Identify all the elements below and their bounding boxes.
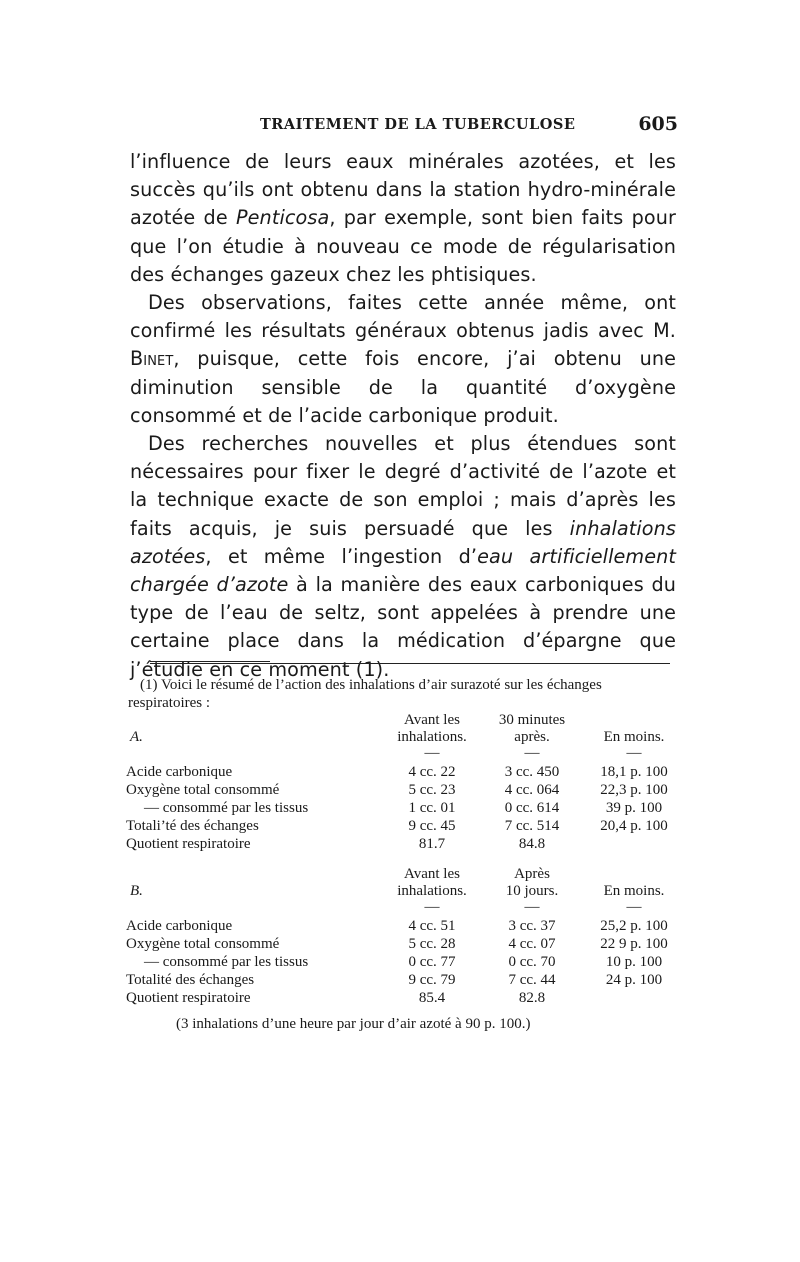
- row-value-before: 85.4: [418, 990, 446, 1006]
- table-a-col3-header: En moins.: [603, 729, 665, 745]
- row-value-diff: 10 p. 100: [605, 954, 663, 970]
- footnote-intro: [128, 676, 676, 712]
- row-value-after: 0 cc. 614: [504, 800, 560, 816]
- footnote-closing: (3 inhalations d’une heure par jour d’air azoté à 90 p. 100.): [176, 1016, 531, 1032]
- row-value-before: 5 cc. 23: [408, 782, 456, 798]
- row-value-after: 4 cc. 07: [508, 936, 556, 952]
- row-value-diff: 25,2 p. 100: [600, 918, 668, 934]
- paragraph-3: [130, 430, 676, 684]
- paragraph-3-italic-2: eau artificiellement chargée d’azote: [130, 544, 676, 597]
- table-a-col3-dash: —: [626, 745, 642, 761]
- table-a-col1-header-line1: Avant les: [404, 712, 460, 728]
- row-value-diff: 22 9 p. 100: [600, 936, 668, 952]
- table-row: [126, 836, 686, 854]
- running-head-title: TRAITEMENT DE LA TUBERCULOSE: [260, 116, 576, 133]
- row-value-before: 4 cc. 22: [408, 764, 456, 780]
- footnote-rule: [150, 663, 670, 664]
- table-a-col1-header-line2: inhalations.: [397, 729, 467, 745]
- row-label: Quotient respiratoire: [126, 990, 251, 1006]
- row-label: Acide carbonique: [126, 918, 233, 934]
- table-b-col2-header: [490, 866, 574, 900]
- paragraph-2-rest: , puisque, cette fois encore, j’ai obtenu une diminution sensible de la quantité d’oxygène consommé et de l’acide carbonique produit.: [130, 347, 676, 427]
- table-row: [126, 990, 686, 1008]
- table-a-label: A.: [130, 729, 143, 745]
- row-value-after: 3 cc. 37: [508, 918, 556, 934]
- row-value-after: 3 cc. 450: [504, 764, 560, 780]
- row-value-before: 81.7: [418, 836, 446, 852]
- table-row: [126, 764, 686, 782]
- table-a: [126, 712, 686, 860]
- table-a-col1-dash: —: [424, 745, 440, 761]
- table-b-col2-dash: —: [524, 899, 540, 915]
- table-row: [126, 918, 686, 936]
- table-b: [126, 866, 686, 1014]
- table-row: [126, 972, 686, 990]
- table-row: [126, 782, 686, 800]
- row-value-before: 4 cc. 51: [408, 918, 456, 934]
- table-b-col2-header-line2: 10 jours.: [505, 883, 559, 899]
- row-value-before: 1 cc. 01: [408, 800, 456, 816]
- table-b-col1-header: [394, 866, 470, 900]
- row-value-after: 7 cc. 514: [504, 818, 560, 834]
- paragraph-2: [130, 289, 676, 430]
- table-a-col2-header-line1: 30 minutes: [498, 712, 566, 728]
- footnote-intro-text: (1) Voici le résumé de l’action des inhalations d’air surazoté sur les échanges respiratoires :: [128, 677, 602, 711]
- row-value-before: 5 cc. 28: [408, 936, 456, 952]
- paragraph-3-mid: , et même l’ingestion d’: [205, 544, 478, 568]
- page-number: 605: [638, 113, 678, 135]
- table-row: [126, 954, 686, 972]
- row-value-after: 7 cc. 44: [508, 972, 556, 988]
- paragraph-2-text: Des observations, faites cette année même, ont confirmé les résultats généraux obtenus jadis avec M.: [130, 291, 676, 343]
- running-head: [130, 113, 678, 138]
- row-value-diff: 18,1 p. 100: [600, 764, 668, 780]
- row-label: Totali’té des échanges: [126, 818, 259, 834]
- table-row: [126, 800, 686, 818]
- table-b-col1-header-line1: Avant les: [404, 866, 460, 882]
- table-b-col1-dash: —: [424, 899, 440, 915]
- row-value-diff: 24 p. 100: [605, 972, 663, 988]
- row-label: Oxygène total consommé: [126, 782, 280, 798]
- paragraph-1-rest: , par exemple, sont bien faits pour que l’on étudie à nouveau ce mode de régularisation des échanges gazeux chez les phtisiques.: [130, 206, 676, 286]
- table-b-label: B.: [130, 883, 143, 899]
- row-value-diff: 20,4 p. 100: [600, 818, 668, 834]
- table-b-col2-header-line1: Après: [514, 866, 550, 882]
- row-value-after: 82.8: [518, 990, 546, 1006]
- row-label: — consommé par les tissus: [144, 800, 309, 816]
- table-a-col2-header-line2: après.: [514, 729, 550, 745]
- table-b-col1-header-line2: inhalations.: [397, 883, 467, 899]
- paragraph-3-rest: à la manière des eaux carboniques du type de l’eau de seltz, sont appelées à prendre une certaine place dans la médication d’épargne que j’étudie en ce moment (1).: [130, 573, 677, 681]
- row-value-before: 9 cc. 79: [408, 972, 456, 988]
- table-row: [126, 936, 686, 954]
- table-row: [126, 818, 686, 836]
- paragraph-3-text: Des recherches nouvelles et plus étendues sont nécessaires pour fixer le degré d’activité de l’azote et la technique exacte de son emploi ; mais d’après les faits acquis, je suis persuadé que les: [130, 432, 676, 540]
- row-value-before: 9 cc. 45: [408, 818, 456, 834]
- paragraph-1-text: l’influence de leurs eaux minérales azotées, et les succès qu’ils ont obtenu dans la station hydro-minérale azotée de: [130, 150, 676, 230]
- row-value-after: 4 cc. 064: [504, 782, 560, 798]
- table-b-col3-header: En moins.: [603, 883, 665, 899]
- row-value-diff: 39 p. 100: [605, 800, 663, 816]
- row-label: Quotient respiratoire: [126, 836, 251, 852]
- row-label: Totalité des échanges: [126, 972, 255, 988]
- row-label: — consommé par les tissus: [144, 954, 309, 970]
- paragraph-1-italic: Penticosa: [235, 206, 330, 230]
- row-value-after: 0 cc. 70: [508, 954, 556, 970]
- row-label: Acide carbonique: [126, 764, 233, 780]
- row-value-after: 84.8: [518, 836, 546, 852]
- table-a-col1-header: [394, 712, 470, 746]
- table-a-col2-dash: —: [524, 745, 540, 761]
- paragraph-3-italic-1: inhalations azotées: [130, 516, 676, 568]
- table-b-col3-dash: —: [626, 899, 642, 915]
- body-text: [130, 148, 676, 684]
- row-label: Oxygène total consommé: [126, 936, 280, 952]
- table-a-col2-header: [490, 712, 574, 746]
- author-name: Binet: [130, 347, 174, 371]
- footnote-rule-short: [150, 661, 270, 662]
- row-value-diff: 22,3 p. 100: [600, 782, 668, 798]
- row-value-before: 0 cc. 77: [408, 954, 456, 970]
- paragraph-1: [130, 148, 676, 289]
